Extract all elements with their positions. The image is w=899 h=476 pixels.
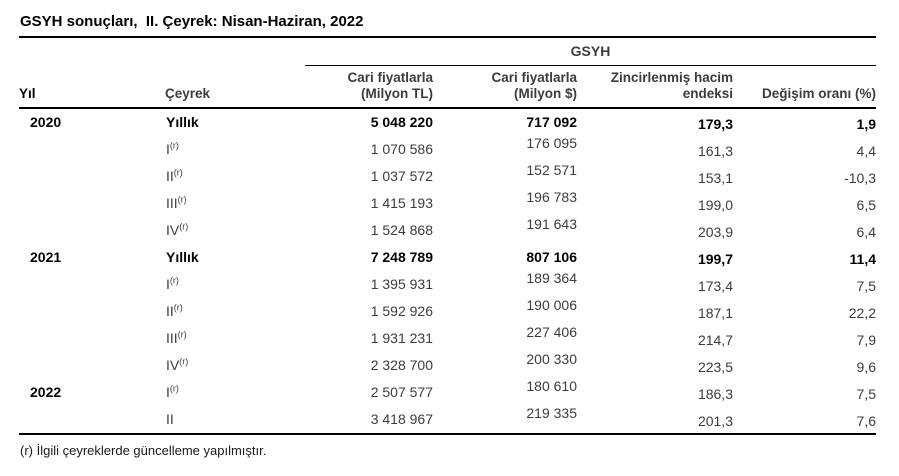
revision-marker: (r)	[179, 355, 189, 366]
value-change-cell: 6,5	[856, 196, 876, 213]
value-usd-cell: 176 095	[526, 134, 577, 151]
value-usd-cell: 189 364	[526, 269, 577, 286]
gdp-table	[19, 36, 876, 435]
value-change-cell: 1,9	[856, 115, 876, 132]
quarter-cell: $I^{(r)}$	[166, 139, 179, 157]
quarter-cell: II$^{(r)}$	[166, 301, 183, 319]
column-header-current-tl: Cari fiyatlarla (Milyon TL)	[305, 66, 433, 108]
value-change-cell: 7,5	[856, 277, 876, 294]
revision-marker: (r)	[177, 193, 187, 204]
table-row	[19, 406, 876, 434]
value-change-cell: 7,6	[733, 406, 876, 434]
revision-marker: (r)	[173, 166, 183, 177]
value-usd-cell: 227 406	[526, 323, 577, 340]
group-header-gsyh: GSYH	[305, 37, 876, 66]
year-cell	[19, 406, 165, 434]
value-tl-cell: 2 328 700	[370, 356, 433, 373]
year-cell	[19, 325, 165, 352]
revision-marker: (r)	[179, 220, 189, 231]
quarter-cell: IV$^{(r)}$	[166, 220, 189, 238]
revision-marker: (r)	[169, 382, 179, 393]
quarter-cell: II	[165, 406, 305, 434]
table-row	[19, 217, 876, 244]
value-index-cell: 199,0	[697, 196, 733, 213]
value-change-cell: 6,4	[856, 223, 876, 240]
value-tl-cell: 1 592 926	[370, 302, 433, 319]
group-header-spacer	[19, 37, 305, 66]
value-index-cell: 201,3	[577, 406, 733, 434]
quarter-cell: $I^{(r)}$	[166, 274, 179, 292]
revision-marker: (r)	[169, 139, 179, 150]
value-tl-cell: 1 524 868	[370, 221, 433, 238]
year-cell: 2022	[30, 383, 62, 400]
value-tl-cell: 5 048 220	[370, 113, 433, 130]
table-row	[19, 136, 876, 163]
year-cell: 2020	[30, 113, 62, 130]
value-tl-cell: 1 070 586	[370, 140, 433, 157]
value-index-cell: 223,5	[697, 358, 733, 375]
value-index-cell: 203,9	[697, 223, 733, 240]
value-tl-cell: 3 418 967	[305, 406, 433, 434]
quarter-cell: Yıllık	[166, 113, 199, 130]
revision-marker: (r)	[173, 301, 183, 312]
value-change-cell: 11,4	[849, 250, 876, 267]
year-cell	[19, 190, 165, 217]
year-cell: 2021	[30, 248, 62, 265]
value-tl-cell: 2 507 577	[370, 383, 433, 400]
value-usd-cell: 717 092	[526, 113, 577, 130]
value-change-cell: -10,3	[844, 169, 876, 186]
table-row	[19, 271, 876, 298]
value-usd-cell: 196 783	[526, 188, 577, 205]
value-usd-cell: 190 006	[526, 296, 577, 313]
quarter-cell: $I^{(r)}$	[166, 382, 179, 400]
year-cell	[19, 136, 165, 163]
value-tl-cell: 1 415 193	[370, 194, 433, 211]
value-index-cell: 187,1	[697, 304, 733, 321]
quarter-cell: III$^{(r)}$	[166, 328, 187, 346]
value-index-cell: 161,3	[697, 142, 733, 159]
value-usd-cell: 807 106	[526, 248, 577, 265]
value-index-cell: 186,3	[697, 385, 733, 402]
value-index-cell: 153,1	[697, 169, 733, 186]
table-row	[19, 163, 876, 190]
column-header-year: Yıl	[19, 66, 165, 108]
value-index-cell: 173,4	[697, 277, 733, 294]
value-tl-cell: 1 931 231	[370, 329, 433, 346]
value-change-cell: 22,2	[848, 304, 876, 321]
value-tl-cell: 1 395 931	[370, 275, 433, 292]
value-index-cell: 179,3	[697, 115, 733, 132]
table-row	[19, 244, 876, 271]
year-cell	[19, 298, 165, 325]
value-usd-cell: 180 610	[526, 377, 577, 394]
table-row	[19, 190, 876, 217]
value-index-cell: 214,7	[697, 331, 733, 348]
column-header-quarter: Çeyrek	[165, 66, 305, 108]
year-cell	[19, 217, 165, 244]
table-row	[19, 325, 876, 352]
year-cell	[19, 352, 165, 379]
value-usd-cell: 219 335	[433, 406, 577, 434]
value-usd-cell: 191 643	[526, 215, 577, 232]
value-change-cell: 7,5	[856, 385, 876, 402]
column-header-row	[19, 66, 876, 108]
table-row	[19, 379, 876, 406]
quarter-cell: II$^{(r)}$	[166, 166, 183, 184]
value-index-cell: 199,7	[697, 250, 733, 267]
value-tl-cell: 7 248 789	[370, 248, 433, 265]
table-row	[19, 108, 876, 136]
value-usd-cell: 152 571	[526, 161, 577, 178]
table-row	[19, 352, 876, 379]
value-change-cell: 7,9	[856, 331, 876, 348]
column-header-volume-index: Zincirlenmiş hacim endeksi	[577, 66, 733, 108]
column-header-current-usd: Cari fiyatlarla (Milyon $)	[433, 66, 577, 108]
revision-footnote: (r) İlgili çeyreklerde güncelleme yapılmıştır.	[20, 442, 267, 458]
value-change-cell: 9,6	[856, 358, 876, 375]
quarter-cell: IV$^{(r)}$	[166, 355, 189, 373]
year-cell	[19, 271, 165, 298]
value-tl-cell: 1 037 572	[370, 167, 433, 184]
group-header-row	[19, 37, 876, 66]
value-change-cell: 4,4	[856, 142, 876, 159]
value-usd-cell: 200 330	[526, 350, 577, 367]
quarter-cell: Yıllık	[166, 248, 199, 265]
revision-marker: (r)	[177, 328, 187, 339]
page-title: GSYH sonuçları, II. Çeyrek: Nisan-Haziran, 2022	[20, 13, 364, 30]
table-row	[19, 298, 876, 325]
column-header-change-rate: Değişim oranı (%)	[733, 66, 876, 108]
revision-marker: (r)	[169, 274, 179, 285]
year-cell	[19, 163, 165, 190]
quarter-cell: III$^{(r)}$	[166, 193, 187, 211]
